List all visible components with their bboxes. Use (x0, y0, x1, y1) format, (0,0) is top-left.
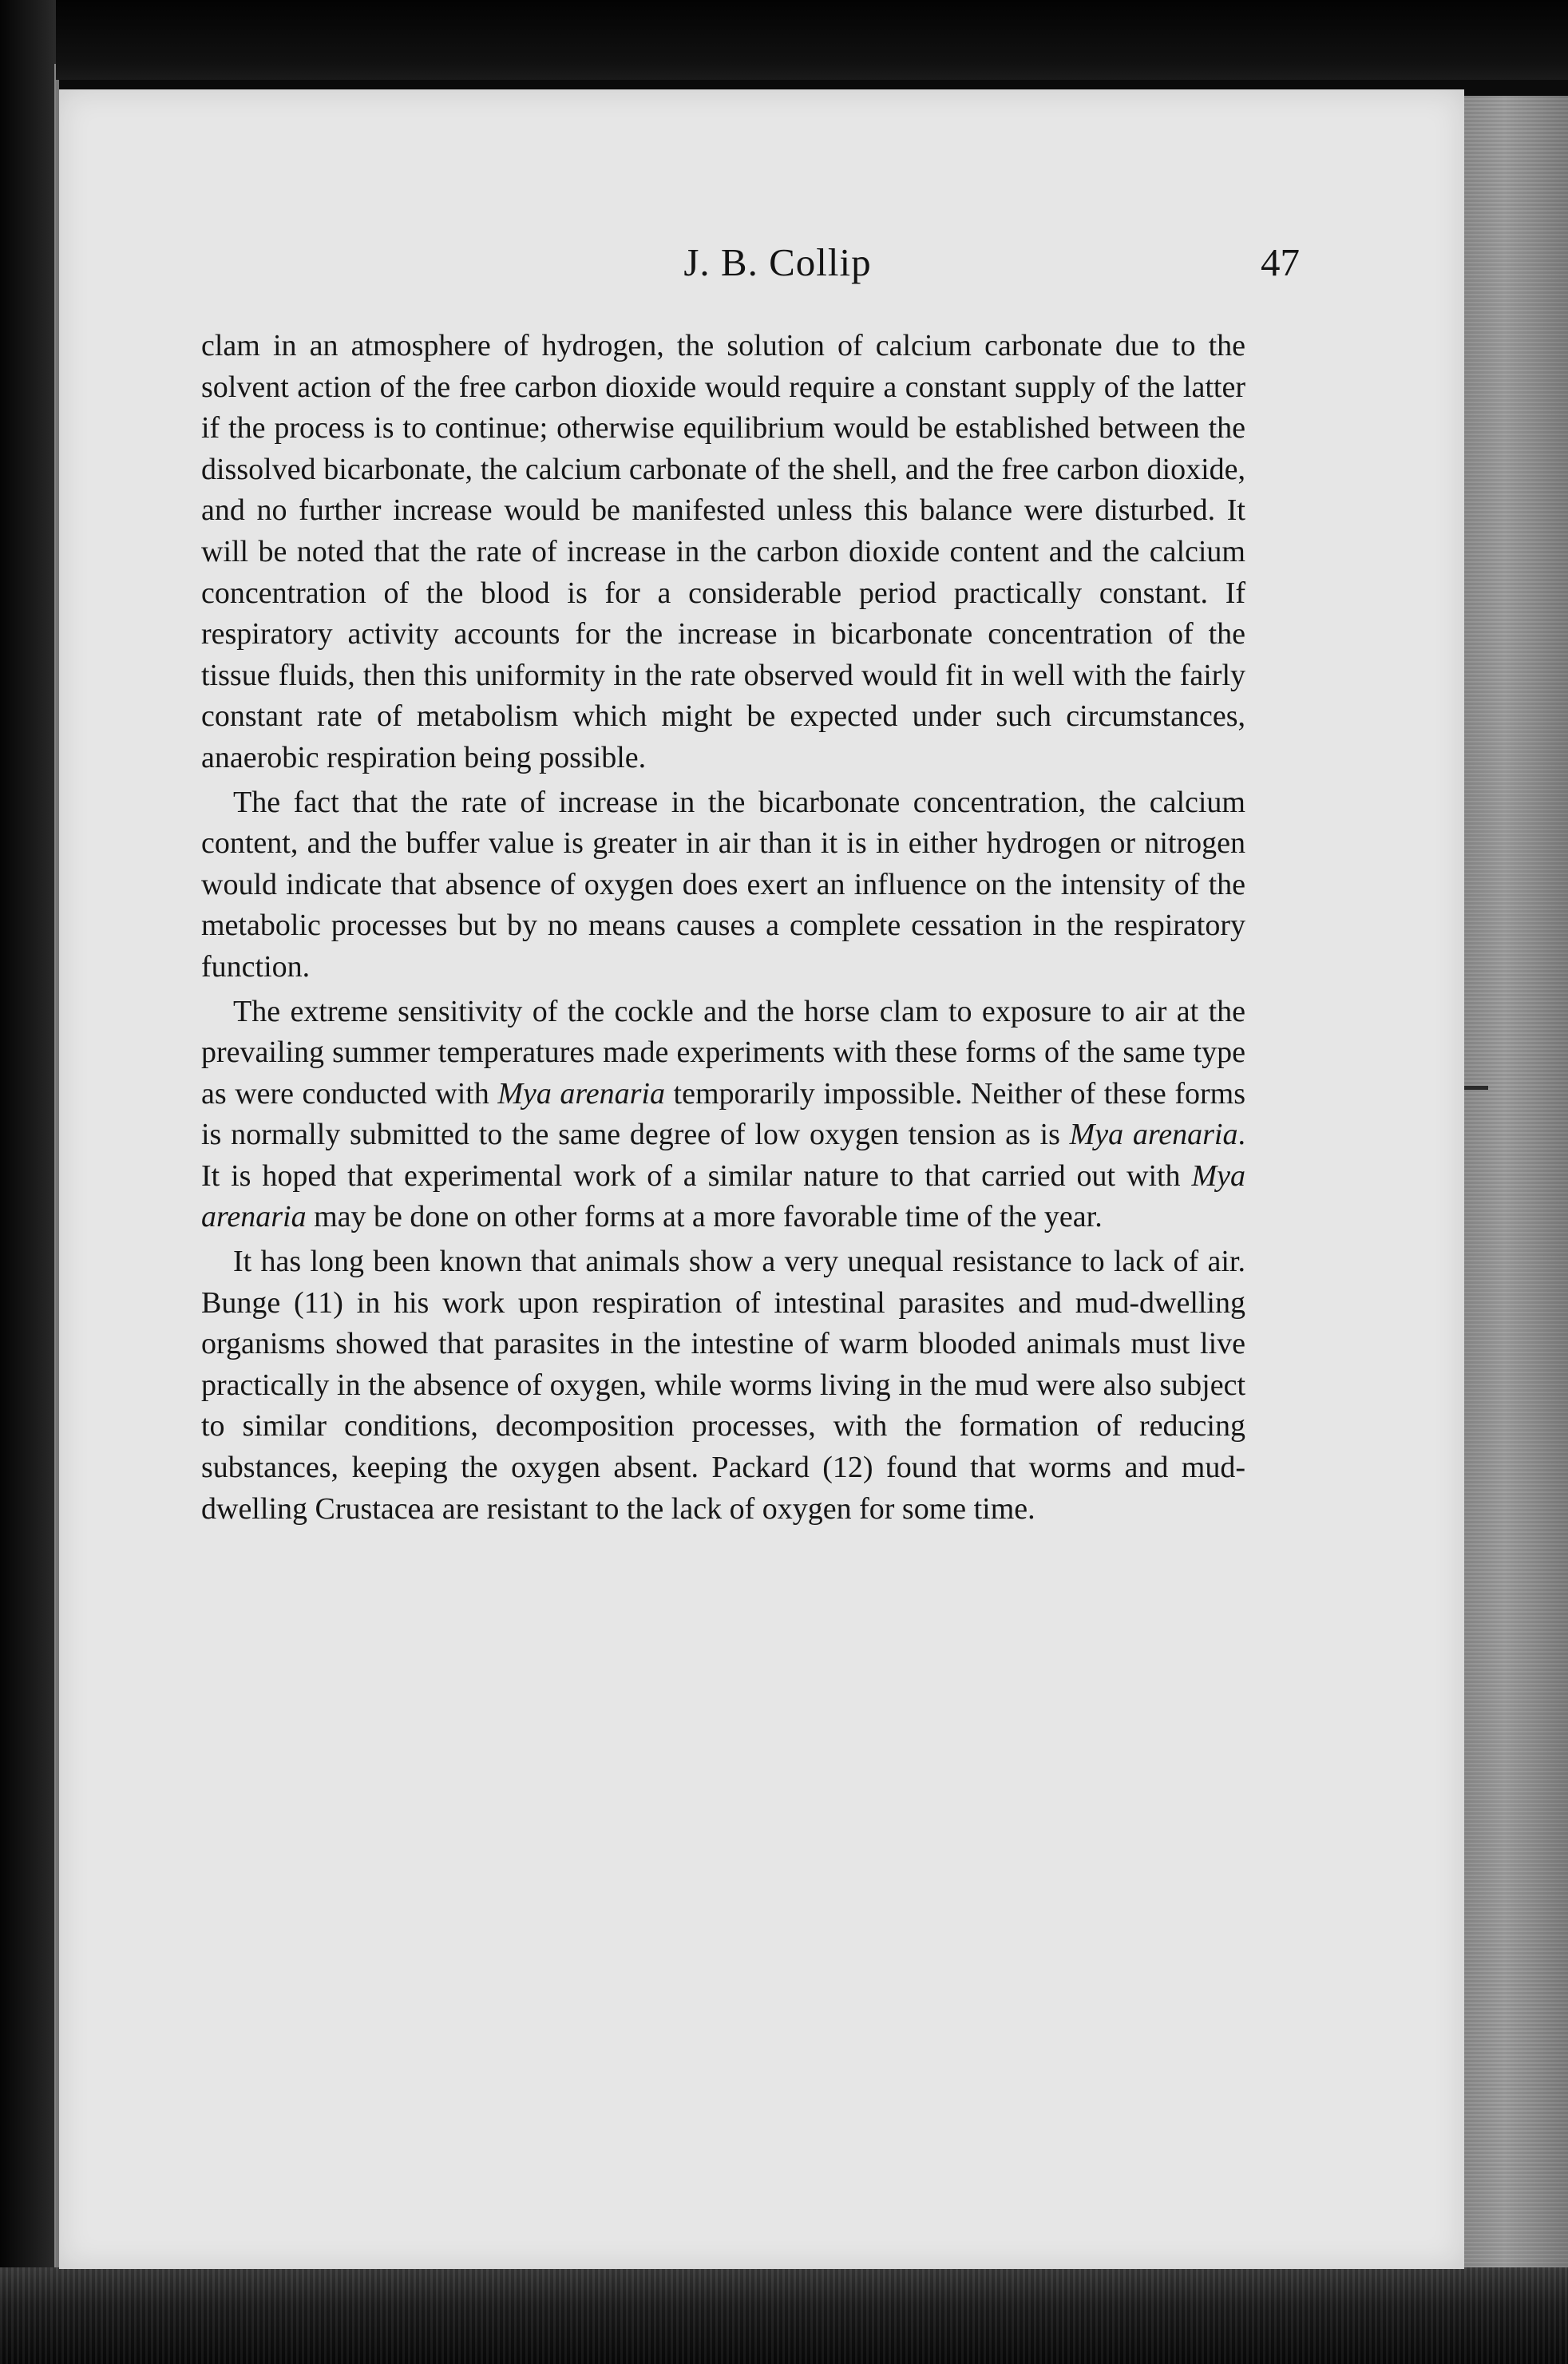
paragraph-text: . It is hoped that experimental work of a similar nature to that carried out with (201, 1118, 1245, 1193)
top-scan-border (56, 0, 1568, 80)
paragraph-text: The fact that the rate of increase in the bicarbonate concentration, the calcium content, and the buffer value is greater in air than it is in either hydrogen or nitrogen would indicate that absence of oxygen does exert an influence on the intensity of the metabolic processes but by no means causes a complete cessation in the respiratory function. (201, 785, 1245, 984)
bottom-scan-border (0, 2267, 1568, 2364)
page-header (255, 240, 1300, 303)
left-scan-border (0, 0, 56, 2364)
species-name-italic: Mya arenaria (201, 1158, 1245, 1234)
species-name-italic: Mya arenaria (1069, 1118, 1238, 1152)
paragraph-2 (201, 782, 1245, 988)
species-name-italic: Mya arenaria (497, 1076, 665, 1111)
paragraph-text: It has long been known that animals show a very unequal resistance to lack of air. Bunge (11) in his work upon respiration of intestinal parasites and mud-dwelling organisms showed that parasites in the intestine of warm blooded animals must live practically in the absence of oxygen, while worms living in the mud were also subject to similar conditions, decomposition processes, with the formation of reducing substances, keeping the oxygen absent. Packard (12) found that worms and mud-dwelling Crustacea are resistant to the lack of oxygen for some time. (201, 1245, 1245, 1526)
paragraph-1 (201, 326, 1245, 779)
paragraph-text: temporarily impossible. Neither of these forms is normally submitted to the same degree of low oxygen tension as is (201, 1076, 1245, 1152)
right-scan-border (1463, 96, 1568, 2275)
paper-page (59, 89, 1464, 2269)
paragraph-text: The extreme sensitivity of the cockle and the horse clam to exposure to air at the prevailing summer temperatures made experiments with these forms of the same type as were conducted with (201, 994, 1245, 1111)
paragraph-text: clam in an atmosphere of hydrogen, the solution of calcium carbonate due to the solvent action of the free carbon dioxide would require a constant supply of the latter if the process is to continue; otherwise equilibrium would be established between the dissolved bicarbonate, the calcium carbonate of the shell, and the free carbon dioxide, and no further increase would be manifested unless this balance were disturbed. It will be noted that the rate of increase in the carbon dioxide content and the calcium concentration of the blood is for a considerable period practically constant. If respiratory activity accounts for the increase in bicarbonate concentration of the tissue fluids, then this uniformity in the rate observed would fit in well with the fairly constant rate of metabolism which might be expected under such circumstances, anaerobic respiration being possible. (201, 329, 1245, 774)
paragraph-3 (201, 992, 1245, 1239)
page-number: 47 (1261, 240, 1300, 284)
body-text (201, 326, 1245, 1530)
running-head: J. B. Collip (683, 240, 872, 284)
paragraph-text: may be done on other forms at a more favorable time of the year. (306, 1200, 1103, 1234)
paragraph-4 (201, 1241, 1245, 1530)
